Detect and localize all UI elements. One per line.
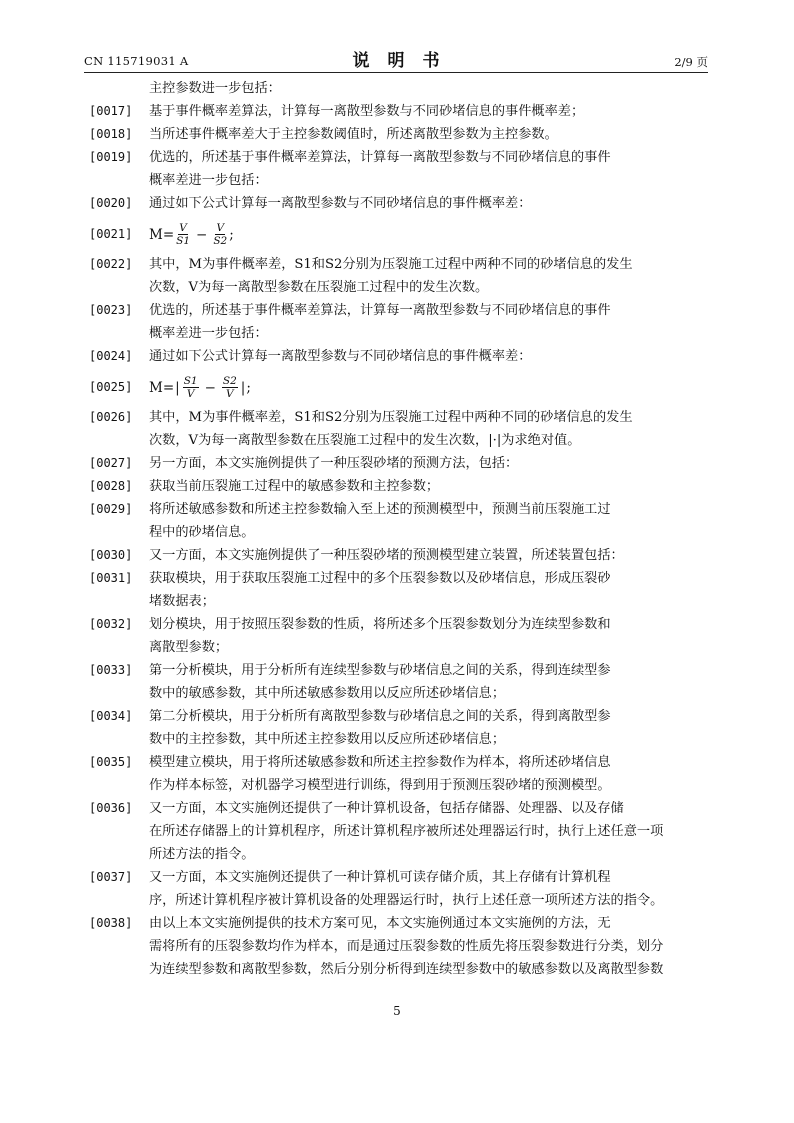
text-line xyxy=(89,169,707,192)
fraction-numerator: V xyxy=(179,221,187,234)
fraction-numerator: V xyxy=(216,221,225,234)
text-line xyxy=(89,590,707,613)
line-text: 在所述存储器上的计算机程序，所述计算机程序被所述处理器运行时，执行上述任意一项 xyxy=(149,824,664,839)
text-line xyxy=(89,728,707,751)
line-text: 其中，M为事件概率差，S1和S2分别为压裂施工过程中两种不同的砂堵信息的发生 xyxy=(149,410,633,425)
paragraph-number: [0035] xyxy=(89,755,133,769)
line-text: 程中的砂堵信息。 xyxy=(149,525,255,540)
paragraph-number: [0025] xyxy=(89,380,133,394)
line-text: 当所述事件概率差大于主控参数阈值时，所述离散型参数为主控参数。 xyxy=(149,127,558,142)
document-title: 说明书 xyxy=(352,51,458,71)
document-body xyxy=(89,77,707,981)
text-line xyxy=(89,192,707,215)
line-text: 离散型参数； xyxy=(149,640,229,655)
text-line xyxy=(89,705,707,728)
text-line xyxy=(89,682,707,705)
abs-bar-open: | xyxy=(175,379,180,396)
text-line xyxy=(89,322,707,345)
header-rule xyxy=(84,72,708,73)
line-text: 需将所有的压裂参数均作为样本，而是通过压裂参数的性质先将压裂参数进行分类，划分 xyxy=(149,939,664,954)
fraction xyxy=(222,376,238,400)
text-line xyxy=(89,77,707,100)
line-text: 序，所述计算机程序被计算机设备的处理器运行时，执行上述任意一项所述方法的指令。 xyxy=(149,893,664,908)
line-text: 优选的，所述基于事件概率差算法，计算每一离散型参数与不同砂堵信息的事件 xyxy=(149,150,611,165)
text-line xyxy=(89,123,707,146)
fraction-denominator: S2 xyxy=(213,235,228,247)
equation-terminator: ; xyxy=(229,226,234,243)
paragraph-number: [0038] xyxy=(89,916,133,930)
paragraph-number: [0029] xyxy=(89,502,133,516)
line-text: 另一方面，本文实施例提供了一种压裂砂堵的预测方法，包括： xyxy=(149,456,519,471)
equation-lhs: M= xyxy=(149,226,175,243)
line-text: 数中的敏感参数，其中所述敏感参数用以反应所述砂堵信息； xyxy=(149,686,506,701)
text-line xyxy=(89,544,707,567)
paragraph-number: [0028] xyxy=(89,479,133,493)
paragraph-number: [0023] xyxy=(89,303,133,317)
fraction-numerator: S2 xyxy=(222,374,237,387)
fraction-denominator: V xyxy=(226,388,234,400)
line-text: 数中的主控参数，其中所述主控参数用以反应所述砂堵信息； xyxy=(149,732,506,747)
abs-bar-close: | xyxy=(240,379,246,396)
minus-operator: − xyxy=(196,226,208,243)
paragraph-number: [0034] xyxy=(89,709,133,723)
text-line xyxy=(89,475,707,498)
text-line xyxy=(89,889,707,912)
fraction xyxy=(176,223,190,247)
page-number: 5 xyxy=(393,1004,401,1018)
text-line xyxy=(89,452,707,475)
equation xyxy=(149,216,234,254)
text-line xyxy=(89,774,707,797)
formula-line xyxy=(89,368,707,406)
line-text: 其中，M为事件概率差，S1和S2分别为压裂施工过程中两种不同的砂堵信息的发生 xyxy=(149,257,633,272)
text-line xyxy=(89,636,707,659)
paragraph-number: [0017] xyxy=(89,104,133,118)
publication-number: CN 115719031 A xyxy=(84,54,189,68)
paragraph-number: [0018] xyxy=(89,127,133,141)
fraction-denominator: V xyxy=(186,388,195,400)
line-text: 第一分析模块，用于分析所有连续型参数与砂堵信息之间的关系，得到连续型参 xyxy=(149,663,611,678)
page-header xyxy=(84,46,708,72)
text-line xyxy=(89,751,707,774)
line-text: 优选的，所述基于事件概率差算法，计算每一离散型参数与不同砂堵信息的事件 xyxy=(149,303,611,318)
paragraph-number: [0036] xyxy=(89,801,133,815)
page-count: 2/9 页 xyxy=(674,55,708,69)
text-line xyxy=(89,912,707,935)
line-text: 模型建立模块，用于将所述敏感参数和所述主控参数作为样本，将所述砂堵信息 xyxy=(149,755,611,770)
equation xyxy=(149,369,251,407)
minus-operator: − xyxy=(204,379,216,396)
line-text: 为连续型参数和离散型参数，然后分别分析得到连续型参数中的敏感参数以及离散型参数 xyxy=(149,962,664,977)
fraction xyxy=(183,376,199,400)
line-text: 基于事件概率差算法，计算每一离散型参数与不同砂堵信息的事件概率差； xyxy=(149,104,585,119)
paragraph-number: [0026] xyxy=(89,410,133,424)
text-line xyxy=(89,958,707,981)
text-line xyxy=(89,345,707,368)
text-line xyxy=(89,797,707,820)
text-line xyxy=(89,406,707,429)
text-line xyxy=(89,659,707,682)
paragraph-number: [0021] xyxy=(89,227,133,241)
line-text: 划分模块，用于按照压裂参数的性质，将所述多个压裂参数划分为连续型参数和 xyxy=(149,617,611,632)
line-text: 堵数据表； xyxy=(149,594,215,609)
line-text: 第二分析模块，用于分析所有离散型参数与砂堵信息之间的关系，得到离散型参 xyxy=(149,709,611,724)
fraction xyxy=(213,223,227,247)
line-text: 又一方面，本文实施例还提供了一种计算机可读存储介质，其上存储有计算机程 xyxy=(149,870,611,885)
paragraph-number: [0022] xyxy=(89,257,133,271)
line-text: 由以上本文实施例提供的技术方案可见，本文实施例通过本文实施例的方法，无 xyxy=(149,916,611,931)
line-text: 作为样本标签，对机器学习模型进行训练，得到用于预测压裂砂堵的预测模型。 xyxy=(149,778,611,793)
line-text: 概率差进一步包括： xyxy=(149,173,268,188)
line-text: 次数，V为每一离散型参数在压裂施工过程中的发生次数，|·|为求绝对值。 xyxy=(149,433,581,448)
text-line xyxy=(89,146,707,169)
line-text: 次数，V为每一离散型参数在压裂施工过程中的发生次数。 xyxy=(149,280,489,295)
text-line xyxy=(89,100,707,123)
line-text: 所述方法的指令。 xyxy=(149,847,255,862)
equation-lhs: M= xyxy=(149,379,175,396)
paragraph-number: [0030] xyxy=(89,548,133,562)
line-text: 主控参数进一步包括： xyxy=(149,81,281,96)
line-text: 通过如下公式计算每一离散型参数与不同砂堵信息的事件概率差： xyxy=(149,196,532,211)
paragraph-number: [0024] xyxy=(89,349,133,363)
text-line xyxy=(89,498,707,521)
text-line xyxy=(89,567,707,590)
text-line xyxy=(89,521,707,544)
line-text: 通过如下公式计算每一离散型参数与不同砂堵信息的事件概率差： xyxy=(149,349,532,364)
line-text: 获取模块，用于获取压裂施工过程中的多个压裂参数以及砂堵信息，形成压裂砂 xyxy=(149,571,611,586)
text-line xyxy=(89,299,707,322)
line-text: 概率差进一步包括： xyxy=(149,326,268,341)
paragraph-number: [0027] xyxy=(89,456,133,470)
paragraph-number: [0019] xyxy=(89,150,133,164)
paragraph-number: [0037] xyxy=(89,870,133,884)
text-line xyxy=(89,253,707,276)
text-line xyxy=(89,866,707,889)
line-text: 又一方面，本文实施例还提供了一种计算机设备，包括存储器、处理器、以及存储 xyxy=(149,801,624,816)
paragraph-number: [0020] xyxy=(89,196,133,210)
equation-terminator: ; xyxy=(246,379,251,396)
text-line xyxy=(89,613,707,636)
fraction-denominator: S1 xyxy=(176,235,191,247)
paragraph-number: [0031] xyxy=(89,571,133,585)
text-line xyxy=(89,429,707,452)
text-line xyxy=(89,935,707,958)
text-line xyxy=(89,820,707,843)
paragraph-number: [0033] xyxy=(89,663,133,677)
text-line xyxy=(89,276,707,299)
fraction-numerator: S1 xyxy=(183,374,198,387)
formula-line xyxy=(89,215,707,253)
line-text: 将所述敏感参数和所述主控参数输入至上述的预测模型中，预测当前压裂施工过 xyxy=(149,502,611,517)
line-text: 又一方面，本文实施例提供了一种压裂砂堵的预测模型建立装置，所述装置包括： xyxy=(149,548,624,563)
text-line xyxy=(89,843,707,866)
paragraph-number: [0032] xyxy=(89,617,133,631)
line-text: 获取当前压裂施工过程中的敏感参数和主控参数； xyxy=(149,479,440,494)
